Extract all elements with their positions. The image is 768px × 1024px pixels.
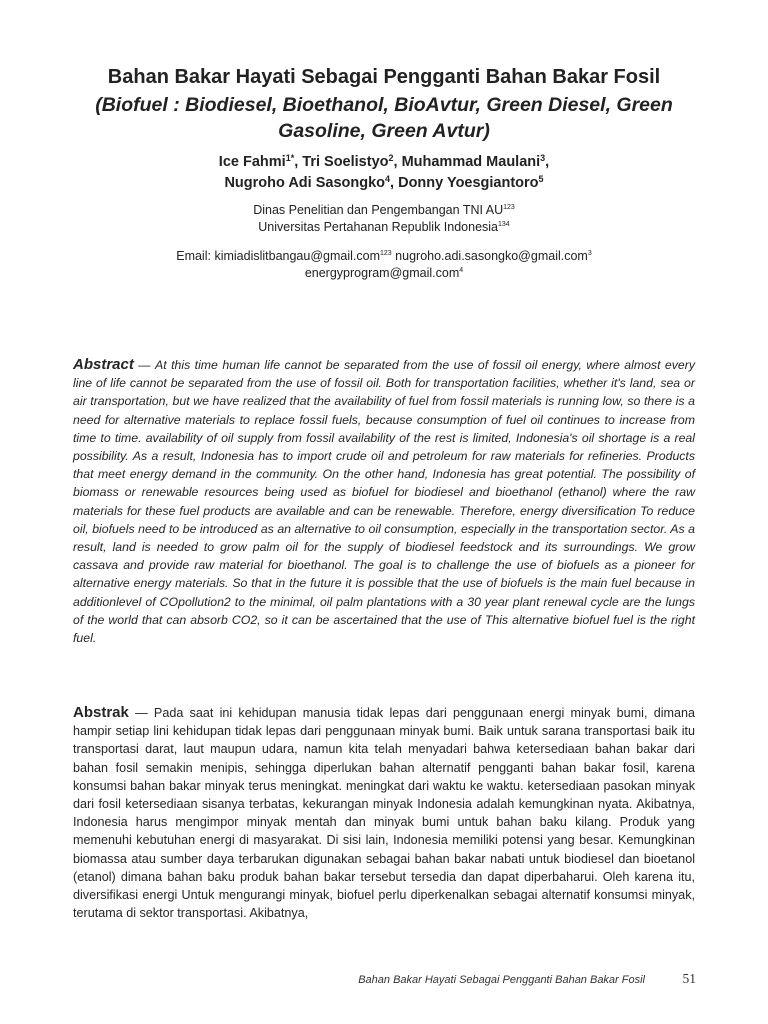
author-name: Donny Yoesgiantoro: [398, 175, 539, 191]
author-separator: ,: [390, 175, 399, 191]
author-separator: ,: [393, 154, 402, 170]
affiliation-text: Dinas Penelitian dan Pengembangan TNI AU: [253, 203, 504, 217]
abstract-english: [73, 356, 695, 647]
paper-subtitle: (Biofuel : Biodiesel, Bioethanol, BioAvtur, Green Diesel, Green Gasoline, Green Avtur): [95, 94, 673, 142]
email-block: [60, 248, 708, 282]
author-name: Nugroho Adi Sasongko: [224, 175, 386, 191]
abstract-text: At this time human life cannot be separated from the use of fossil oil energy, where almost every line of life cannot be separated from the use of fossil oil. Both for transportation facilities, whether it's land, sea or air transportation, but we have realized that the availability of fuel from fossil materials is running low, so there is a need for alternative materials to replace fossil fuels, because consumption of fuel oil continues to increase from time to time. availability of oil supply from fossil availability of the rest is limited, Indonesia's oil shortage is a real possibility. As a result, Indonesia has to import crude oil and petroleum for raw materials for refineries. Products that meet energy demand in the community. On the other hand, Indonesia has great potential. The possibility of biomass or renewable resources being used as biofuel for biodiesel and bioethanol (ethanol) where the raw materials for these fuel products are available and can be renewable. Therefore, energy diversification To reduce oil, biofuels need to be introduced as an alternative to oil consumption, especially in the transportation sector. As a result, land is needed to grow palm oil for the supply of biodiesel feedstock and its surroundings. We grow cassava and provide raw material for bioethanol. The goal is to challenge the use of biofuels as a pioneer for alternative energy materials. So that in the future it is possible that the use of biofuels is the main fuel because in additionlevel of COpollution2 to the minimal, oil palm plantations with a 30 year plant renewal cycle are the lungs of the world that can absorb CO2, so it can be ascertained that the use of This alternative biofuel fuel is the right fuel.: [73, 358, 695, 646]
affiliation-mark: 123: [503, 204, 515, 211]
author-affiliation-mark: 2: [388, 153, 394, 163]
author-affiliation-mark: 5: [538, 174, 544, 184]
author-affiliation-mark: 1*: [285, 153, 295, 163]
author-name: Tri Soelistyo: [302, 154, 389, 170]
email-mark: 4: [459, 267, 464, 274]
email-mark: 123: [380, 250, 392, 257]
affiliations: [60, 202, 708, 236]
affiliation-text: Universitas Pertahanan Republik Indonesia: [258, 220, 499, 234]
author-separator: ,: [294, 154, 303, 170]
author-affiliation-mark: 3: [540, 153, 546, 163]
email-label: Email:: [176, 249, 211, 263]
email-address: nugroho.adi.sasongko@gmail.com: [395, 249, 588, 263]
author-name: Muhammad Maulani: [401, 154, 541, 170]
abstrak-label: Abstrak: [73, 704, 129, 721]
author-name: Ice Fahmi: [218, 154, 286, 170]
email-mark: 3: [587, 250, 592, 257]
abstrak-text: Pada saat ini kehidupan manusia tidak lepas dari penggunaan energi minyak bumi, dimana hampir setiap lini kehidupan tidak lepas dari penggunaan minyak bumi. Baik untuk sarana transportasi baik itu transportasi darat, laut maupun udara, namun kita telah menyadari bahwa ketersediaan bahan bakar dari bahan fosil semakin menipis, sehingga diperlukan bahan alternatif pengganti bahan bakar fosil, karena konsumsi bahan bakar minyak terus meningkat. meningkat dari waktu ke waktu. ketersediaan pasokan minyak dari fosil ketersediaan sisanya terbatas, kekurangan minyak Indonesia adalah kemungkinan nyata. Akibatnya, Indonesia harus mengimpor minyak mentah dan minyak bumi untuk bahan baku kilang. Produk yang memenuhi kebutuhan energi di masyarakat. Di sisi lain, Indonesia memiliki potensi yang besar. Kemungkinan biomassa atau sumber daya terbarukan digunakan sebagai bahan bakar nabati untuk biodiesel dan bioetanol (etanol) dimana bahan baku produk bahan bakar tersebut tersedia dan dapat diperbaharui. Oleh karena itu, diversifikasi energi Untuk mengurangi minyak, biofuel perlu diperkenalkan sebagai alternatif konsumsi minyak, terutama di sektor transportasi. Akibatnya,: [73, 706, 695, 921]
abstrak-dash: —: [128, 706, 154, 720]
email-address: energyprogram@gmail.com: [304, 266, 460, 280]
affiliation-mark: 134: [498, 221, 510, 228]
affiliation-line: [60, 202, 708, 219]
email-line: [60, 248, 708, 265]
affiliation-line: [60, 219, 708, 236]
paper-title: Bahan Bakar Hayati Sebagai Pengganti Bahan Bakar Fosil: [107, 66, 661, 88]
author-list: [60, 152, 708, 194]
abstract-dash: —: [133, 358, 156, 372]
abstract-label: Abstract: [73, 356, 134, 373]
abstract-indonesian: [73, 704, 695, 922]
author-affiliation-mark: 4: [385, 174, 391, 184]
author-separator: ,: [545, 154, 550, 170]
running-title: Bahan Bakar Hayati Sebagai Pengganti Bahan Bakar Fosil: [358, 974, 645, 986]
email-address: kimiadislitbangau@gmail.com: [214, 249, 380, 263]
page-number: 51: [682, 971, 696, 986]
email-line: [60, 265, 708, 282]
